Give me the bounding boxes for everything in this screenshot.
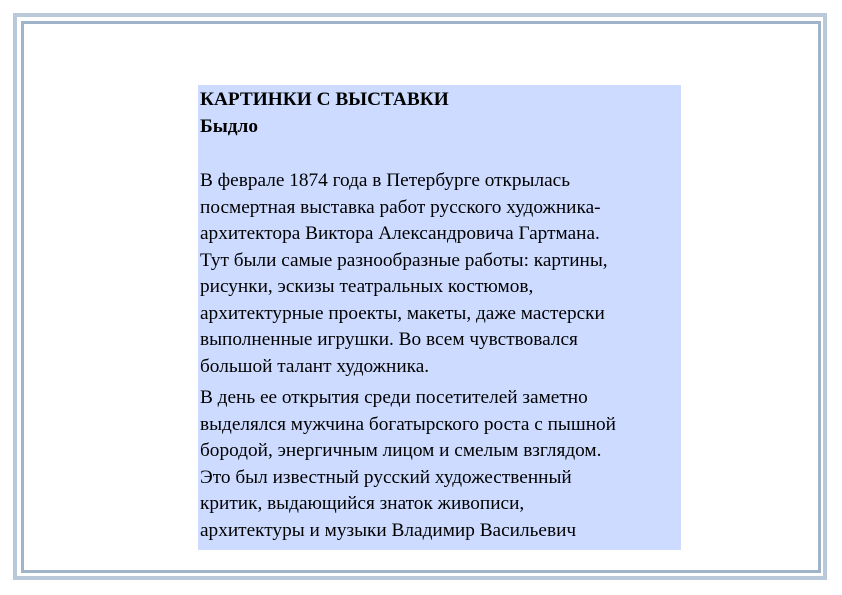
- paragraph-2: [200, 385, 681, 544]
- paragraph-line: архитектурные проекты, макеты, даже мастерски: [200, 302, 605, 324]
- text-box: [198, 85, 681, 550]
- paragraph-line: Тут были самые разнообразные работы: картины,: [200, 249, 608, 271]
- paragraph-line: Это был известный русский художественный: [200, 466, 572, 488]
- paragraph-line: выполненные игрушки. Во всем чувствовался: [200, 329, 578, 350]
- paragraph-line: выделялся мужчина богатырского роста с пышной: [200, 413, 616, 435]
- paragraph-line: В день ее открытия среди посетителей заметно: [200, 387, 588, 408]
- document-title: КАРТИНКИ С ВЫСТАВКИ: [200, 89, 449, 110]
- document-subtitle: Быдло: [200, 115, 259, 137]
- spacer: [200, 140, 681, 168]
- paragraph-line: бородой, энергичным лицом и смелым взглядом.: [200, 440, 602, 461]
- paragraph-line: архитектуры и музыки Владимир Васильевич: [200, 519, 577, 541]
- paragraph-line: рисунки, эскизы театральных костюмов,: [200, 276, 534, 297]
- paragraph-line: большой талант художника.: [200, 355, 430, 377]
- paragraph-line: посмертная выставка работ русского художника-: [200, 196, 601, 218]
- paragraph-1: [200, 168, 681, 380]
- paragraph-line: критик, выдающийся знаток живописи,: [200, 493, 525, 514]
- paragraph-line: архитектора Виктора Александровича Гартмана.: [200, 223, 600, 244]
- paragraph-line: В феврале 1874 года в Петербурге открылась: [200, 170, 571, 191]
